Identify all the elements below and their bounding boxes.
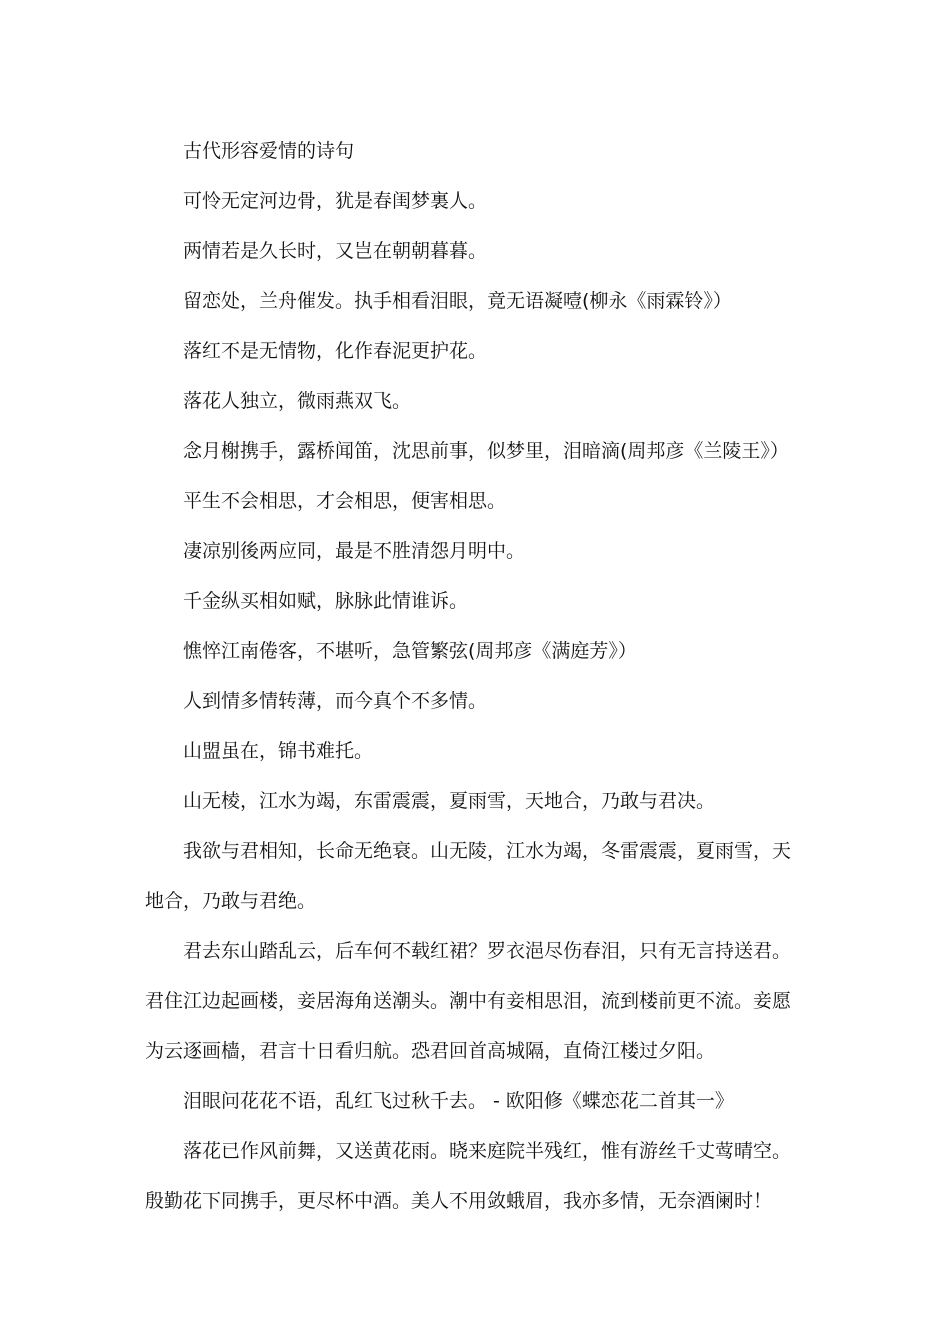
poem-line: 山无棱，江水为竭，东雷震震，夏雨雪，天地合，乃敢与君决。: [183, 790, 716, 812]
poem-line: 凄凉别後两应同，最是不胜清怨月明中。: [183, 540, 526, 562]
poem-paragraph: 君去东山踏乱云，后车何不载红裙？罗衣浥尽伤春泪，只有无言持送君。君住江边起画楼，妾居海角送潮头。潮中有妾相思泪，流到楼前更不流。妾愿为云逐画樯，君言十日看归航。恐君回首高城隔，直倚江楼过夕阳。: [145, 940, 792, 1062]
document-title: 古代形容爱情的诗句: [183, 140, 355, 162]
poem-line: 山盟虽在，锦书难托。: [183, 740, 374, 762]
poem-line: 泪眼问花花不语，乱红飞过秋千去。 - 欧阳修《蝶恋花二首其一》: [183, 1090, 734, 1112]
poem-line: 留恋处，兰舟催发。执手相看泪眼，竟无语凝噎(柳永《雨霖铃》）: [183, 290, 732, 312]
poem-line: 千金纵买相如赋，脉脉此情谁诉。: [183, 590, 469, 612]
poem-line: 人到情多情转薄，而今真个不多情。: [183, 690, 488, 712]
poem-line: 憔悴江南倦客，不堪听，急管繁弦(周邦彦《满庭芳》）: [183, 640, 637, 662]
poem-line: 两情若是久长时，又岂在朝朝暮暮。: [183, 240, 488, 262]
poem-paragraph: 我欲与君相知，长命无绝衰。山无陵，江水为竭，冬雷震震，夏雨雪，天地合，乃敢与君绝。: [145, 840, 792, 912]
poem-line: 落红不是无情物，化作春泥更护花。: [183, 340, 488, 362]
poem-paragraph: 落花已作风前舞，又送黄花雨。晓来庭院半残红，惟有游丝千丈莺晴空。殷勤花下同携手，更尽杯中酒。美人不用敛蛾眉，我亦多情，无奈酒阑时！: [145, 1140, 792, 1212]
poem-line: 念月榭携手，露桥闻笛，沈思前事，似梦里，泪暗滴(周邦彦《兰陵王》）: [183, 440, 789, 462]
poem-line: 可怜无定河边骨，犹是春闺梦裏人。: [183, 190, 488, 212]
poem-line: 落花人独立，微雨燕双飞。: [183, 390, 412, 412]
poem-line: 平生不会相思，才会相思，便害相思。: [183, 490, 507, 512]
